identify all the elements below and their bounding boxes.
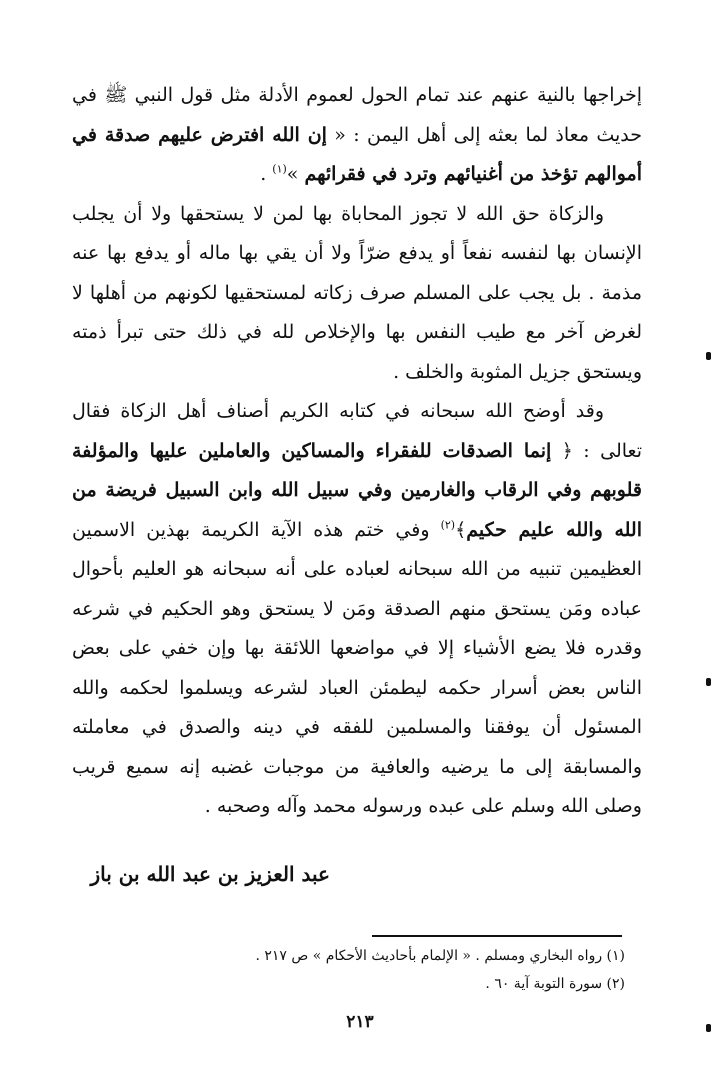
quoted-text: إنما الصدقات للفقراء والمساكين والعاملين عليها والمؤلفة قلوبهم وفي الرقاب والغارمين وفي سبيل الله وابن السبيل فريضة من الله والله عليم حكيم [72,439,642,541]
body-text: ﴾ [455,518,467,541]
signature: عبد العزيز بن عبد الله بن باز [90,862,330,886]
page-number: ٢١٣ [346,1012,374,1032]
body-text: . [260,163,273,185]
margin-mark [706,678,711,686]
paragraph [72,76,642,195]
margin-mark [706,352,711,360]
paragraph [72,195,642,393]
body-text: وفي ختم هذه الآية الكريمة بهذين الاسمين العظيمين تنبيه من الله سبحانه لعباده على أنه سبحانه هو العليم بأحوال عباده ومَن يستحق منهم الصدقة ومَن لا يستحق وهو الحكيم في شرعه وقدره فلا يضع الأشياء إلا في مواضعها اللائقة بها وإن خفي على بعض الناس بعض أسرار حكمه ليطمئن العباد لشرعه ويسلموا لحكمه والله المسئول أن يوفقنا والمسلمين للفقه في دينه والصدق في معاملته والمسابقة إلى ما يرضيه والعافية من موجبات غضبه إنه سميع قريب وصلى الله وسلم على عبده ورسوله محمد وآله وصحبه . [72,518,642,817]
body-text: » [286,163,305,185]
body-text: وقد أوضح الله سبحانه في كتابه الكريم أصناف أهل الزكاة فقال تعالى : ﴿ [72,400,642,462]
footnote-reference: (٢) [440,518,456,532]
main-text [72,76,642,827]
footnote-separator [372,935,622,937]
footnote-reference: (١) [272,162,287,176]
footnote-1: (١) رواه البخاري ومسلم . « الإلمام بأحاديث الأحكام » ص ٢١٧ . [255,948,625,964]
footnotes [180,942,625,998]
footnote-2: (٢) سورة التوبة آية ٦٠ . [485,976,625,992]
body-text: إخراجها بالنية عنهم عند تمام الحول لعموم الأدلة مثل قول النبي ﷺ في حديث معاذ لما بعثه إلى أهل اليمن : « [72,84,642,146]
margin-mark [706,1024,711,1032]
quoted-text: إن الله افترض عليهم صدقة في أموالهم تؤخذ من أغنيائهم وترد في فقرائهم [72,123,642,185]
body-text: والزكاة حق الله لا تجوز المحاباة بها لمن لا يستحقها ولا أن يجلب الإنسان بها لنفسه نفعاً أو يدفع ضرّاً ولا أن يقي بها ماله أو يدفع بها عنه مذمة . بل يجب على المسلم صرف زكاته لمستحقيها لكونهم من أهلها لا لغرض آخر مع طيب النفس بها والإخلاص لله في ذلك حتى تبرأ ذمته ويستحق جزيل المثوبة والخلف . [72,202,642,383]
paragraph [72,392,642,827]
